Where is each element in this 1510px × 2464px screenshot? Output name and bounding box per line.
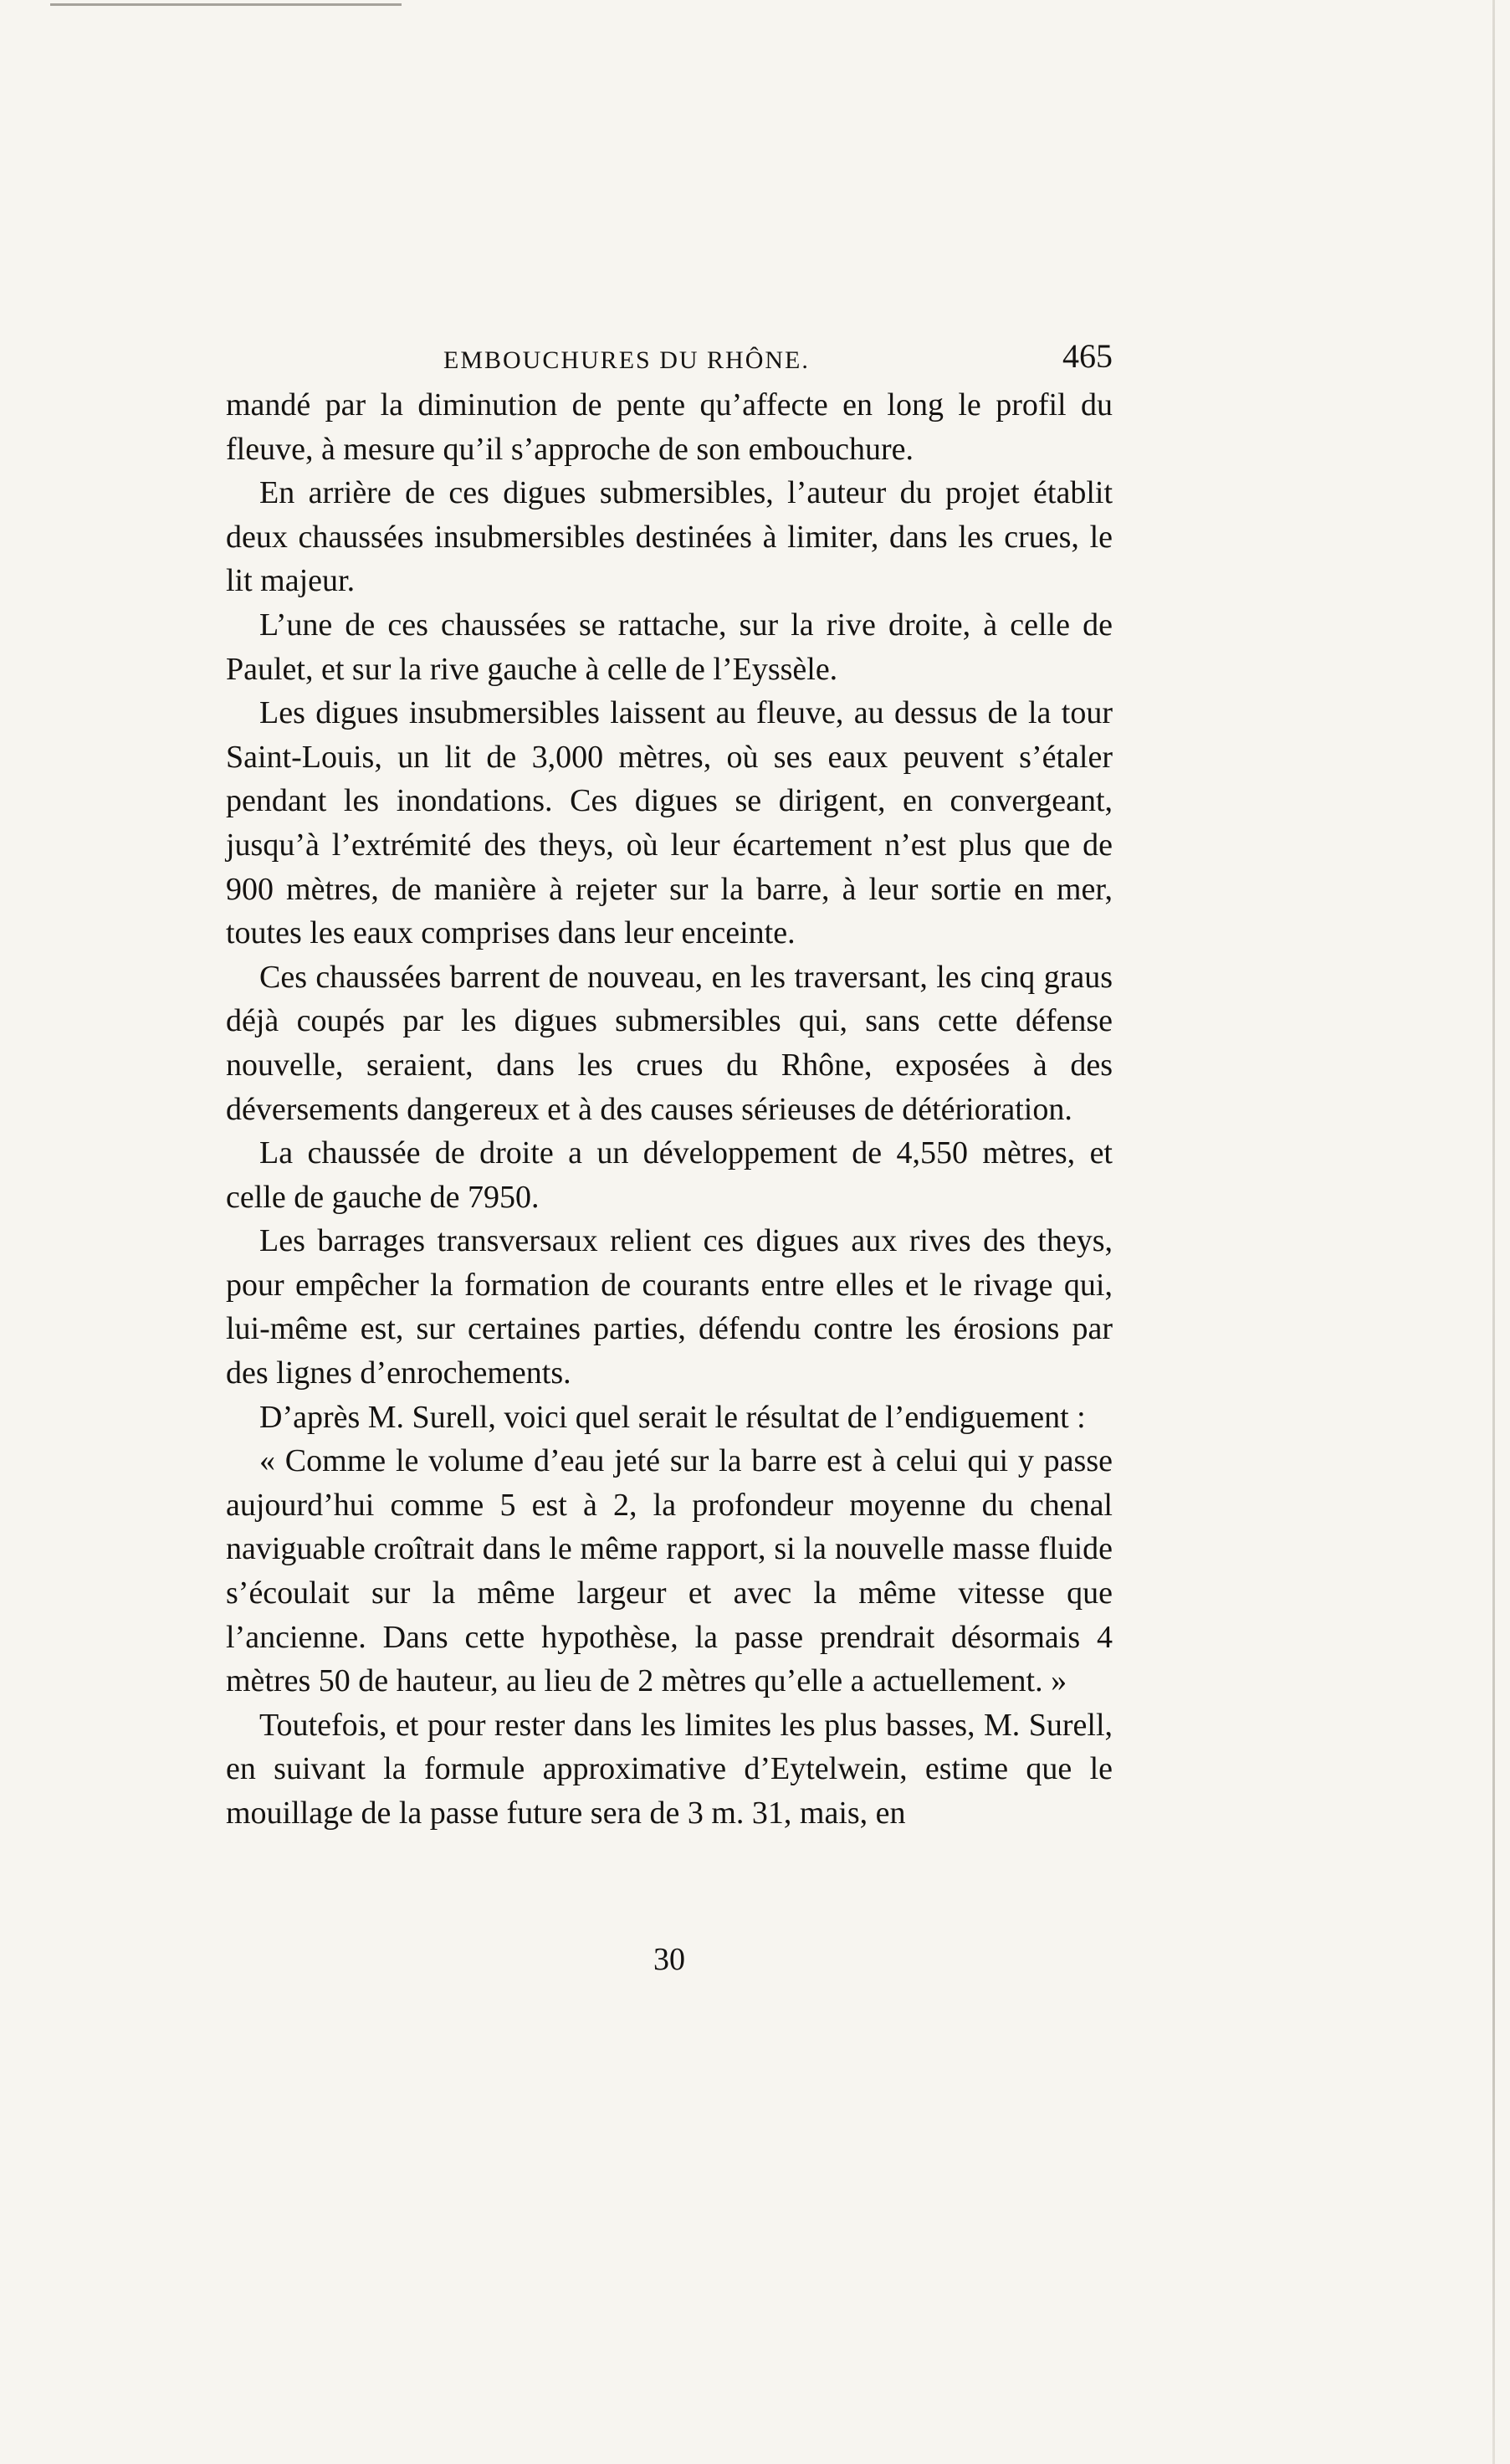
page-number: 465 xyxy=(1062,337,1113,375)
running-title: EMBOUCHURES DU RHÔNE. xyxy=(443,346,810,374)
page-header xyxy=(226,336,1113,383)
paragraph: mandé par la diminution de pente qu’affecte en long le profil du fleuve, à mesure qu’il s’approche de son embouchure. xyxy=(226,387,1113,467)
top-edge-mark xyxy=(50,3,402,6)
paragraph: Les barrages transversaux relient ces digues aux rives des theys, pour empêcher la formation de courants entre elles et le rivage qui, lui-même est, sur certaines parties, défendu contre les érosions par des lignes d’enrochements. xyxy=(226,1223,1113,1391)
paragraph: Ces chaussées barrent de nouveau, en les traversant, les cinq graus déjà coupés par les digues submersibles qui, sans cette défense nouvelle, seraient, dans les crues du Rhône, exposées à des déversements dangereux et à des causes sérieuses de détérioration. xyxy=(226,959,1113,1127)
paragraph: La chaussée de droite a un développement de 4,550 mètres, et celle de gauche de 7950. xyxy=(226,1135,1113,1215)
paragraph: D’après M. Surell, voici quel serait le résultat de l’endiguement : xyxy=(259,1399,1086,1435)
body-text xyxy=(226,383,1113,1836)
paragraph: L’une de ces chaussées se rattache, sur la rive droite, à celle de Paulet, et sur la rive gauche à celle de l’Eyssèle. xyxy=(226,607,1113,687)
signature-mark: 30 xyxy=(653,1942,685,1977)
paragraph: Toutefois, et pour rester dans les limites les plus basses, M. Surell, en suivant la formule approximative d’Eytelwein, estime que le mouillage de la passe future sera de 3 m. 31, mais, en xyxy=(226,1707,1113,1831)
paragraph: « Comme le volume d’eau jeté sur la barre est à celui qui y passe aujourd’hui comme 5 est à 2, la profondeur moyenne du chenal naviguable croîtrait dans le même rapport, si la nouvelle masse fluide s’écoulait sur la même largeur et avec la même vitesse que l’ancienne. Dans cette hypothèse, la passe prendrait désormais 4 mètres 50 de hauteur, au lieu de 2 mètres qu’elle a actuellement. » xyxy=(226,1443,1113,1699)
paragraph: En arrière de ces digues submersibles, l’auteur du projet établit deux chaussées insubmersibles destinées à limiter, dans les crues, le lit majeur. xyxy=(226,475,1113,599)
paragraph: Les digues insubmersibles laissent au fleuve, au dessus de la tour Saint-Louis, un lit de 3,000 mètres, où ses eaux peuvent s’étaler pendant les inondations. Ces digues se dirigent, en convergeant, jusqu’à l’extrémité des theys, où leur écartement n’est plus que de 900 mètres, de manière à rejeter sur la barre, à leur sortie en mer, toutes les eaux comprises dans leur enceinte. xyxy=(226,695,1113,951)
page-edge-shadow xyxy=(1492,0,1495,2464)
